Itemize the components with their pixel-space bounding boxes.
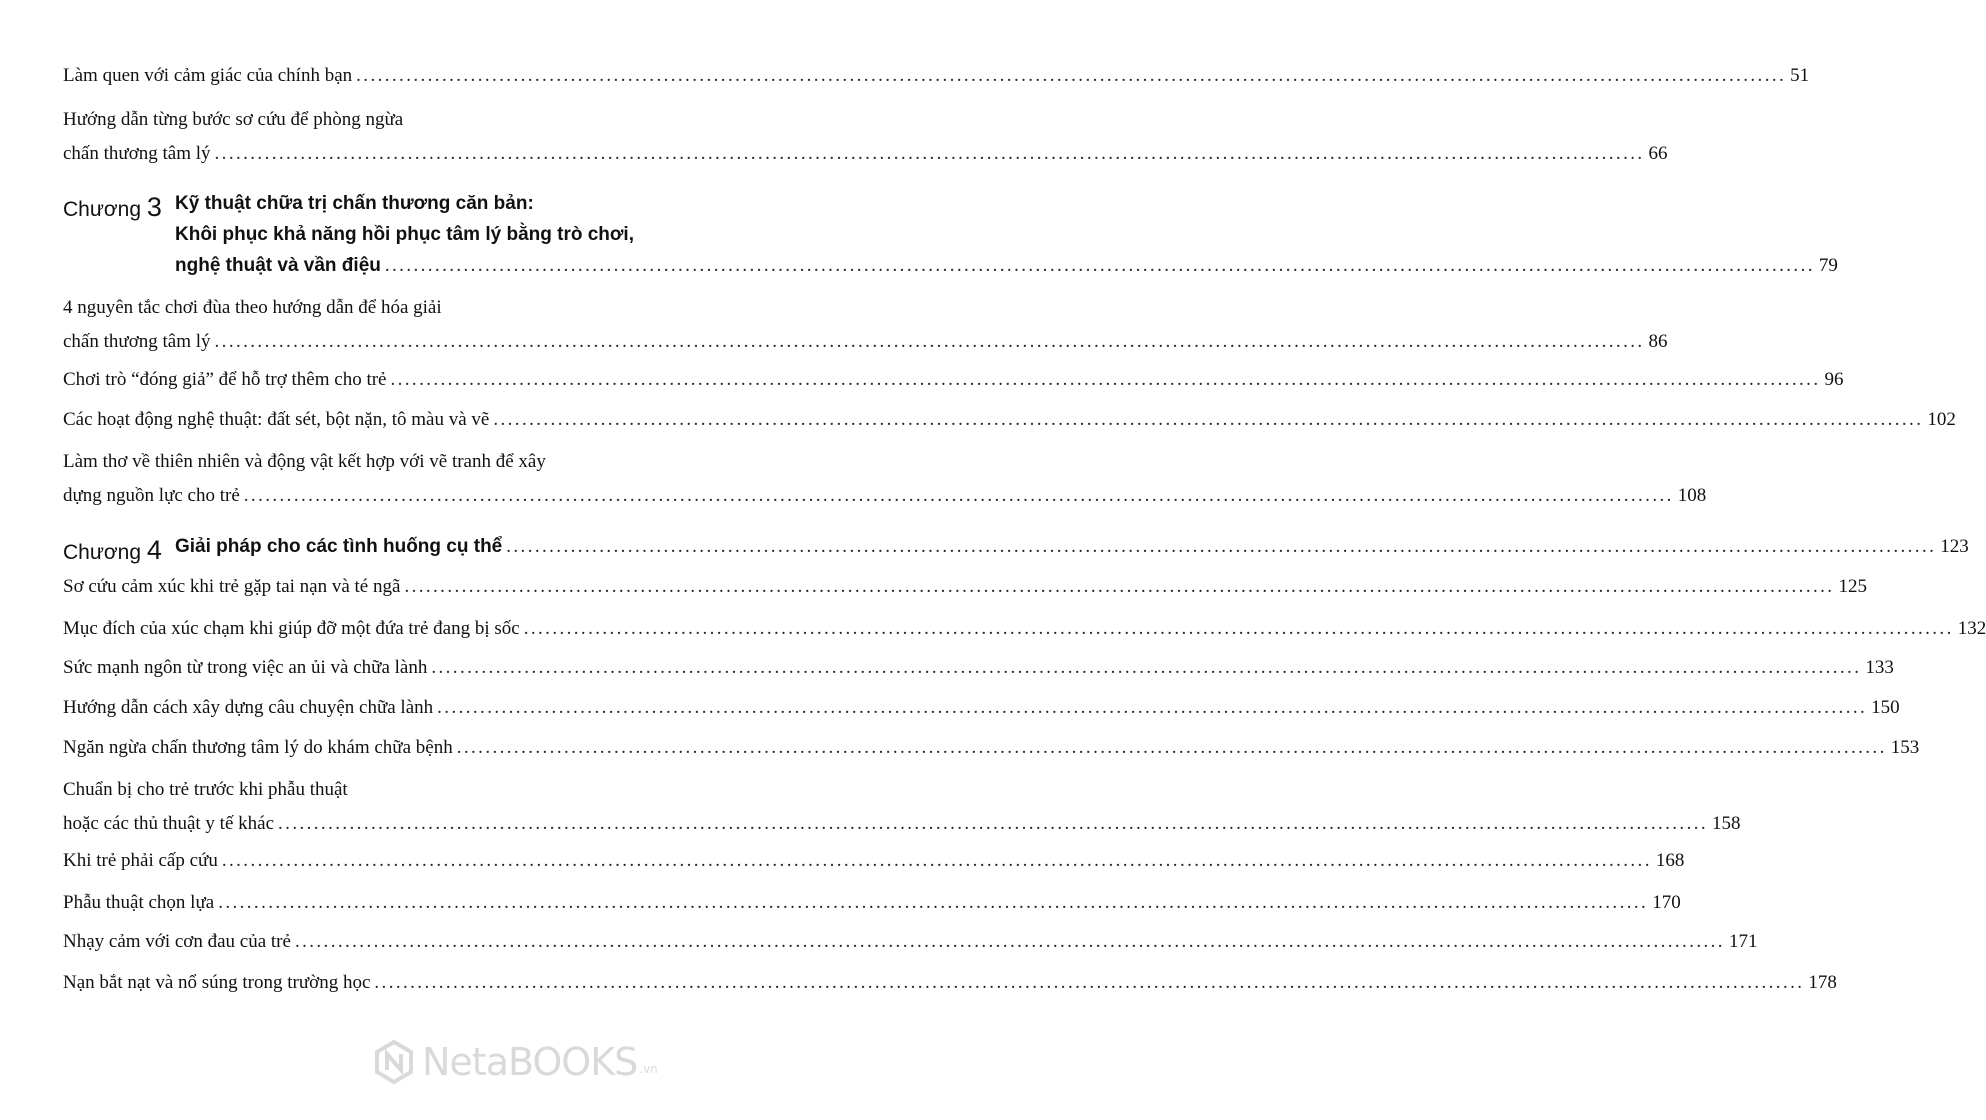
entry-title: Nạn bắt nạt và nổ súng trong trường học [63, 972, 371, 993]
toc-entry [63, 618, 1986, 639]
toc-entry [63, 109, 1668, 164]
dot-leader: ........................................................................................................................................................................................................ [214, 143, 1645, 164]
page-number: 168 [1655, 850, 1685, 871]
page-number: 108 [1677, 485, 1707, 506]
page-number: 86 [1648, 331, 1668, 352]
page-number: 102 [1927, 409, 1956, 430]
toc-entry [63, 850, 1685, 871]
dot-leader: ........................................................................................................................................................................................................ [506, 536, 1937, 557]
page-number: 171 [1728, 931, 1758, 952]
entry-title-line1: 4 nguyên tắc chơi đùa theo hướng dẫn để hóa giải [63, 297, 442, 318]
toc-entry [63, 972, 1837, 993]
neta-logo-icon [372, 1040, 416, 1084]
toc-entry [63, 65, 1810, 86]
page-number: 132 [1957, 618, 1986, 639]
entry-title: dựng nguồn lực cho trẻ [63, 485, 240, 506]
toc-entry [63, 369, 1844, 390]
page-number: 133 [1865, 657, 1894, 678]
entry-title: Sơ cứu cảm xúc khi trẻ gặp tai nạn và té ngã [63, 576, 401, 597]
dot-leader: ........................................................................................................................................................................................................ [243, 485, 1674, 506]
dot-leader: ........................................................................................................................................................................................................ [374, 972, 1805, 993]
entry-title: Nhạy cảm với cơn đau của trẻ [63, 931, 291, 952]
toc-entry [63, 931, 1758, 952]
toc-entry [63, 737, 1920, 758]
page-number: 96 [1824, 369, 1844, 390]
entry-title: Phẫu thuật chọn lựa [63, 892, 215, 913]
entry-title: Khi trẻ phải cấp cứu [63, 850, 218, 871]
toc-entry [63, 409, 1956, 430]
dot-leader: ........................................................................................................................................................................................................ [294, 931, 1725, 952]
entry-title: Các hoạt động nghệ thuật: đất sét, bột nặn, tô màu và vẽ [63, 409, 490, 430]
page-number: 66 [1648, 143, 1668, 164]
dot-leader: ........................................................................................................................................................................................................ [431, 657, 1862, 678]
page-number: 125 [1838, 576, 1867, 597]
dot-leader: ........................................................................................................................................................................................................ [384, 255, 1815, 276]
page-number: 170 [1652, 892, 1681, 913]
toc-entry [63, 451, 1707, 506]
dot-leader: ........................................................................................................................................................................................................ [437, 697, 1868, 718]
entry-title-line1: Làm thơ về thiên nhiên và động vật kết hợp với vẽ tranh để xây [63, 451, 546, 472]
entry-title: Sức mạnh ngôn từ trong việc an ủi và chữa lành [63, 657, 428, 678]
entry-title: chấn thương tâm lý [63, 143, 211, 164]
page-number: 51 [1790, 65, 1810, 86]
dot-leader: ........................................................................................................................................................................................................ [356, 65, 1787, 86]
toc-entry [63, 779, 1741, 834]
entry-title: Hướng dẫn cách xây dựng câu chuyện chữa lành [63, 697, 434, 718]
toc-entry [63, 297, 1668, 352]
entry-title: Ngăn ngừa chấn thương tâm lý do khám chữa bệnh [63, 737, 453, 758]
dot-leader: ........................................................................................................................................................................................................ [404, 576, 1835, 597]
watermark-brand: NetaBOOKS [422, 1040, 638, 1084]
entry-title-line1: Hướng dẫn từng bước sơ cứu để phòng ngừa [63, 109, 404, 130]
dot-leader: ........................................................................................................................................................................................................ [493, 409, 1924, 430]
chapter-number: 4 [146, 535, 162, 565]
chapter-label: Chương [63, 198, 142, 221]
entry-title: Mục đích của xúc chạm khi giúp đỡ một đứa trẻ đang bị sốc [63, 618, 520, 639]
page-number: 178 [1808, 972, 1837, 993]
entry-title: Chơi trò “đóng giả” để hỗ trợ thêm cho trẻ [63, 369, 387, 390]
page-number: 150 [1871, 697, 1900, 718]
watermark [372, 1040, 658, 1084]
dot-leader: ........................................................................................................................................................................................................ [390, 369, 1821, 390]
entry-title-line1: Chuẩn bị cho trẻ trước khi phẫu thuật [63, 779, 348, 800]
toc-entry [63, 697, 1900, 718]
chapter-title-line: nghệ thuật và vần điệu [175, 255, 381, 276]
chapter-label: Chương [63, 541, 142, 564]
chapter-title [175, 536, 1969, 558]
chapter-title-line: Kỹ thuật chữa trị chấn thương căn bản: [175, 193, 534, 214]
page-number: 79 [1818, 255, 1838, 276]
chapter-title-line: Khôi phục khả năng hồi phục tâm lý bằng trò chơi, [175, 224, 634, 245]
dot-leader: ........................................................................................................................................................................................................ [218, 892, 1649, 913]
dot-leader: ........................................................................................................................................................................................................ [221, 850, 1652, 871]
dot-leader: ........................................................................................................................................................................................................ [214, 331, 1645, 352]
dot-leader: ........................................................................................................................................................................................................ [278, 813, 1709, 834]
page-number: 153 [1890, 737, 1920, 758]
toc-entry [63, 892, 1681, 913]
entry-title: hoặc các thủ thuật y tế khác [63, 813, 275, 834]
dot-leader: ........................................................................................................................................................................................................ [523, 618, 1954, 639]
page-number: 123 [1940, 536, 1969, 557]
entry-title: chấn thương tâm lý [63, 331, 211, 352]
page-number: 158 [1712, 813, 1741, 834]
dot-leader: ........................................................................................................................................................................................................ [456, 737, 1887, 758]
entry-title: Làm quen với cảm giác của chính bạn [63, 65, 353, 86]
watermark-suffix: .vn [639, 1062, 658, 1076]
chapter-title [175, 193, 1838, 277]
toc-entry [63, 576, 1867, 597]
toc-entry [63, 657, 1894, 678]
chapter-title-line: Giải pháp cho các tình huống cụ thể [175, 536, 503, 557]
chapter-number: 3 [146, 192, 162, 222]
